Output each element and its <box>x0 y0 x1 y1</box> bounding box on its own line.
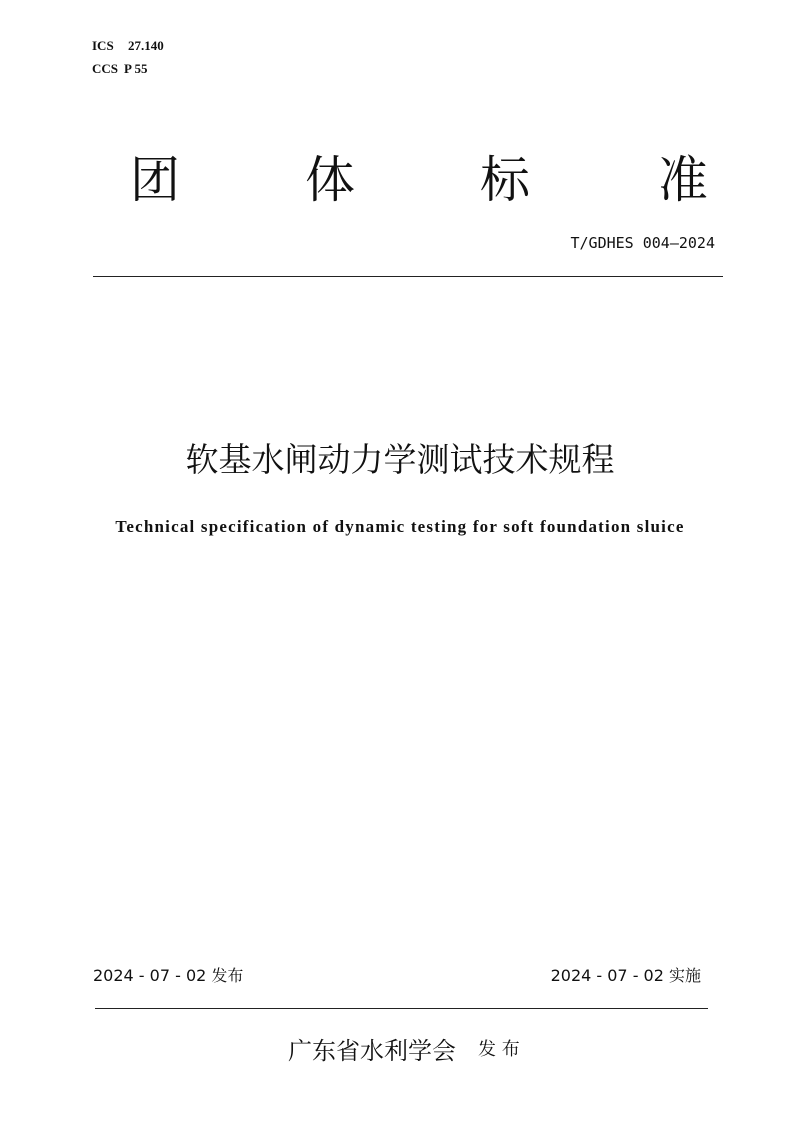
ccs-value: P 55 <box>124 61 148 76</box>
standard-type-char: 标 <box>480 151 530 209</box>
english-title: Technical specification of dynamic testing for soft foundation sluice <box>115 517 685 536</box>
standard-type-char: 团 <box>130 151 180 209</box>
standard-type-char: 准 <box>658 151 708 209</box>
ics-label: ICS <box>92 38 114 53</box>
publisher-action: 发 布 <box>478 1039 520 1060</box>
issue-date: 2024 - 07 - 02 发布 <box>93 966 244 985</box>
implementation-date: 2024 - 07 - 02 实施 <box>550 966 701 985</box>
ics-code <box>92 38 164 54</box>
publisher-name: 广东省水利学会 <box>288 1037 456 1065</box>
ics-value: 27.140 <box>128 38 164 53</box>
ccs-code <box>92 61 147 77</box>
standard-type-char: 体 <box>305 151 355 209</box>
header-divider <box>93 276 723 277</box>
chinese-title: 软基水闸动力学测试技术规程 <box>185 440 615 479</box>
ccs-label: CCS <box>92 61 119 76</box>
footer-divider <box>95 1008 708 1009</box>
standard-number: T/GDHES 004—2024 <box>570 234 715 252</box>
